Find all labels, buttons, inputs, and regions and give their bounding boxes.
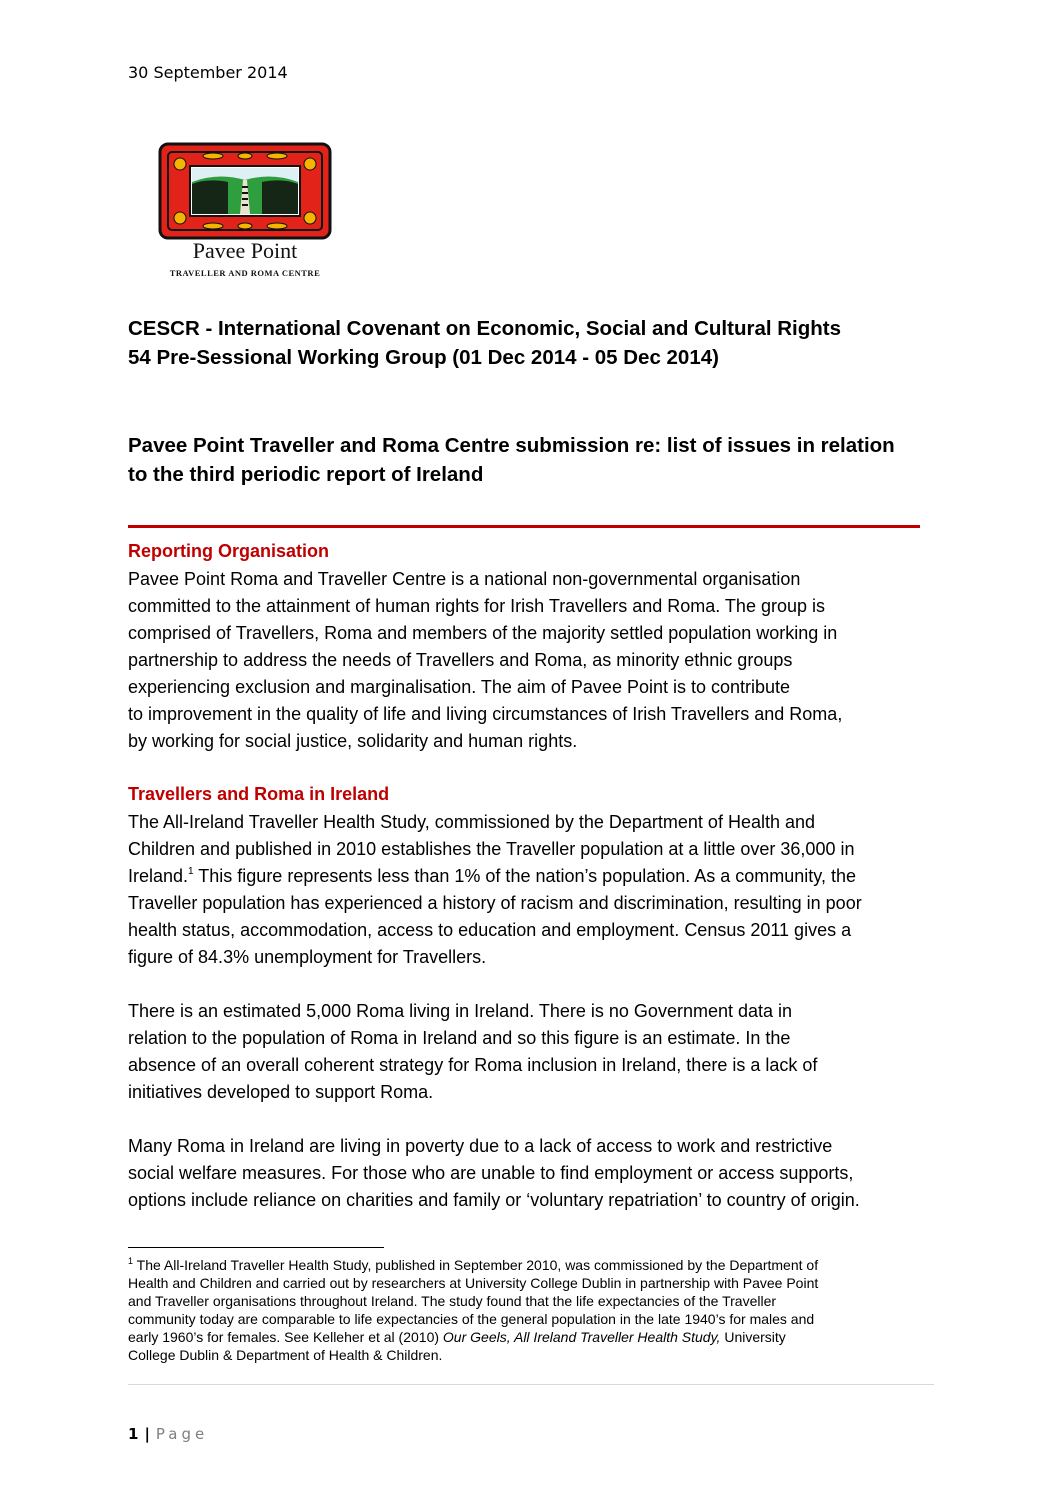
footer-divider [128,1384,934,1385]
paragraph-line: relation to the population of Roma in Ireland and so this figure is an estimate. In the [128,1028,791,1048]
heading-divider [128,525,920,528]
roma-population-paragraph [128,998,948,1106]
logo-name: Pavee Point [192,238,298,263]
paragraph-line: Children and published in 2010 establishes the Traveller population at a little over 36,000 in [128,839,855,859]
footnote-line: community today are comparable to life expectancies of the general population in the late 1940’s for males and [128,1311,815,1327]
footnote-separator [128,1247,384,1248]
footnote-line [128,1328,928,1346]
main-heading [128,314,948,372]
paragraph-line [128,863,948,890]
paragraph-text: This figure represents less than 1% of the nation’s population. As a community, the [193,866,856,886]
submission-heading-line: Pavee Point Traveller and Roma Centre submission re: list of issues in relation [128,434,895,457]
page-label: Page [155,1425,209,1443]
footnote-line: and Traveller organisations throughout Ireland. The study found that the life expectancies of the Traveller [128,1293,777,1309]
logo-subtitle: Traveller and Roma Centre [169,268,321,278]
paragraph-line: health status, accommodation, access to education and employment. Census 2011 gives a [128,920,852,940]
footnote-line [128,1256,928,1274]
submission-heading-line: to the third periodic report of Ireland [128,463,484,486]
submission-heading [128,431,948,489]
paragraph-line: figure of 84.3% unemployment for Travellers. [128,947,487,967]
section-title-reporting-organisation: Reporting Organisation [128,541,330,561]
footnote-text: University [720,1329,786,1345]
footnote-reference[interactable]: 1 [188,866,194,877]
paragraph-line: committed to the attainment of human rights for Irish Travellers and Roma. The group is [128,596,825,616]
paragraph-line: Traveller population has experienced a history of racism and discrimination, resulting in poor [128,893,862,913]
document-date: 30 September 2014 [128,63,288,82]
footnote-line: Health and Children and carried out by researchers at University College Dublin in partnership with Pavee Point [128,1275,819,1291]
paragraph-line: initiatives developed to support Roma. [128,1082,434,1102]
page-number: 1 [128,1425,139,1443]
roma-poverty-paragraph [128,1133,948,1214]
footnote-text: early 1960’s for females. See Kelleher et al (2010) [128,1329,443,1345]
paragraph-line: experiencing exclusion and marginalisation. The aim of Pavee Point is to contribute [128,677,791,697]
logo-emblem-icon [158,142,334,282]
footer-separator: | [144,1425,150,1443]
section-title-travellers-roma: Travellers and Roma in Ireland [128,784,390,804]
paragraph-line: Pavee Point Roma and Traveller Centre is a national non-governmental organisation [128,569,801,589]
traveller-population-paragraph [128,809,948,971]
footnote-text: The All-Ireland Traveller Health Study, published in September 2010, was commissioned by the Department of [133,1257,819,1273]
paragraph-line: comprised of Travellers, Roma and members of the majority settled population working in [128,623,838,643]
paragraph-line: by working for social justice, solidarity and human rights. [128,731,578,751]
main-heading-line: CESCR - International Covenant on Economic, Social and Cultural Rights [128,317,842,340]
paragraph-line: Many Roma in Ireland are living in poverty due to a lack of access to work and restrictive [128,1136,833,1156]
paragraph-line: absence of an overall coherent strategy for Roma inclusion in Ireland, there is a lack of [128,1055,818,1075]
paragraph-line: options include reliance on charities and family or ‘voluntary repatriation’ to country of origin. [128,1190,860,1210]
main-heading-line: 54 Pre-Sessional Working Group (01 Dec 2014 - 05 Dec 2014) [128,346,719,369]
paragraph-line: The All-Ireland Traveller Health Study, commissioned by the Department of Health and [128,812,816,832]
paragraph-line: to improvement in the quality of life and living circumstances of Irish Travellers and Roma, [128,704,843,724]
page-footer [128,1425,208,1443]
footnote-marker: 1 [128,1256,134,1266]
paragraph-line: There is an estimated 5,000 Roma living in Ireland. There is no Government data in [128,1001,793,1021]
paragraph-line: partnership to address the needs of Travellers and Roma, as minority ethnic groups [128,650,793,670]
footnote-line: College Dublin & Department of Health & Children. [128,1347,443,1363]
pavee-point-logo [158,142,334,282]
footnote [128,1256,928,1364]
paragraph-line: social welfare measures. For those who are unable to find employment or access supports, [128,1163,854,1183]
footnote-citation-title: Our Geels, All Ireland Traveller Health Study, [442,1329,721,1345]
reporting-organisation-paragraph [128,566,948,755]
paragraph-text: Ireland. [128,866,189,886]
